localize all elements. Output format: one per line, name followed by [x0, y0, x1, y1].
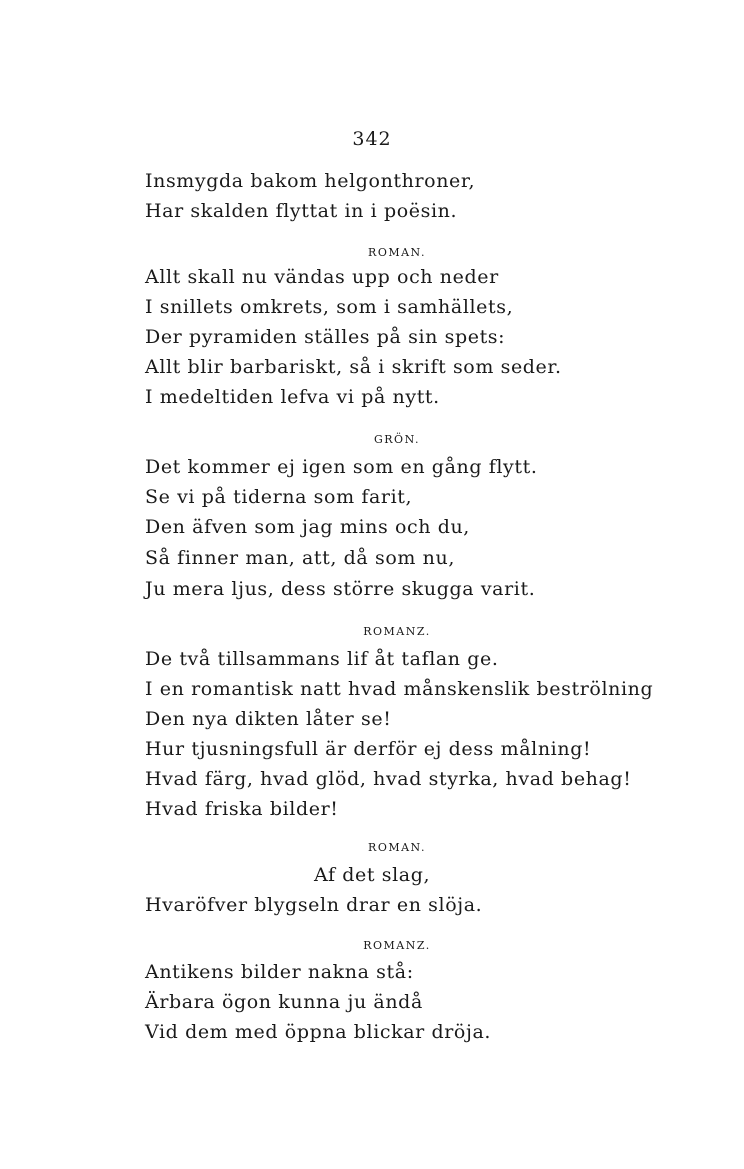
verse-line: De två tillsammans lif åt taflan ge.	[145, 648, 499, 670]
verse-line: Vid dem med öppna blickar dröja.	[145, 1021, 492, 1043]
speaker-name: ROMAN.	[368, 246, 426, 259]
verse-line: Hur tjusningsfull är derför ej dess målning!	[145, 738, 592, 760]
verse-line: I snillets omkrets, som i samhällets,	[145, 296, 514, 318]
verse-line: Allt blir barbariskt, så i skrift som seder.	[145, 356, 562, 378]
speaker-name: ROMAN.	[368, 841, 426, 854]
verse-line: Hvad färg, hvad glöd, hvad styrka, hvad behag!	[145, 768, 632, 790]
verse-line: Den nya dikten låter se!	[145, 708, 392, 730]
verse-line: Se vi på tiderna som farit,	[145, 486, 413, 508]
page-number: 342	[352, 128, 392, 150]
verse-line: Der pyramiden ställes på sin spets:	[145, 326, 506, 348]
verse-line: Ju mera ljus, dess större skugga varit.	[145, 578, 536, 600]
verse-line: Allt skall nu vändas upp och neder	[145, 266, 499, 288]
verse-line: Har skalden flyttat in i poësin.	[145, 200, 458, 222]
verse-line: Så finner man, att, då som nu,	[145, 547, 455, 569]
speaker-name: GRÖN.	[373, 433, 420, 446]
verse-line: Antikens bilder nakna stå:	[145, 961, 414, 983]
speaker-name: ROMANZ.	[363, 625, 431, 638]
verse-line: Hvad friska bilder!	[145, 798, 339, 820]
verse-line: Insmygda bakom helgonthroner,	[145, 170, 476, 192]
verse-line: Ärbara ögon kunna ju ändå	[145, 991, 423, 1013]
verse-line: Af det slag,	[314, 864, 431, 886]
verse-line: Den äfven som jag mins och du,	[145, 516, 470, 538]
speaker-name: ROMANZ.	[363, 939, 431, 952]
verse-line: I en romantisk natt hvad månskenslik beströlning	[145, 678, 654, 700]
verse-line: Hvaröfver blygseln drar en slöja.	[145, 894, 483, 916]
verse-line: Det kommer ej igen som en gång flytt.	[145, 456, 538, 478]
verse-line: I medeltiden lefva vi på nytt.	[145, 386, 440, 408]
